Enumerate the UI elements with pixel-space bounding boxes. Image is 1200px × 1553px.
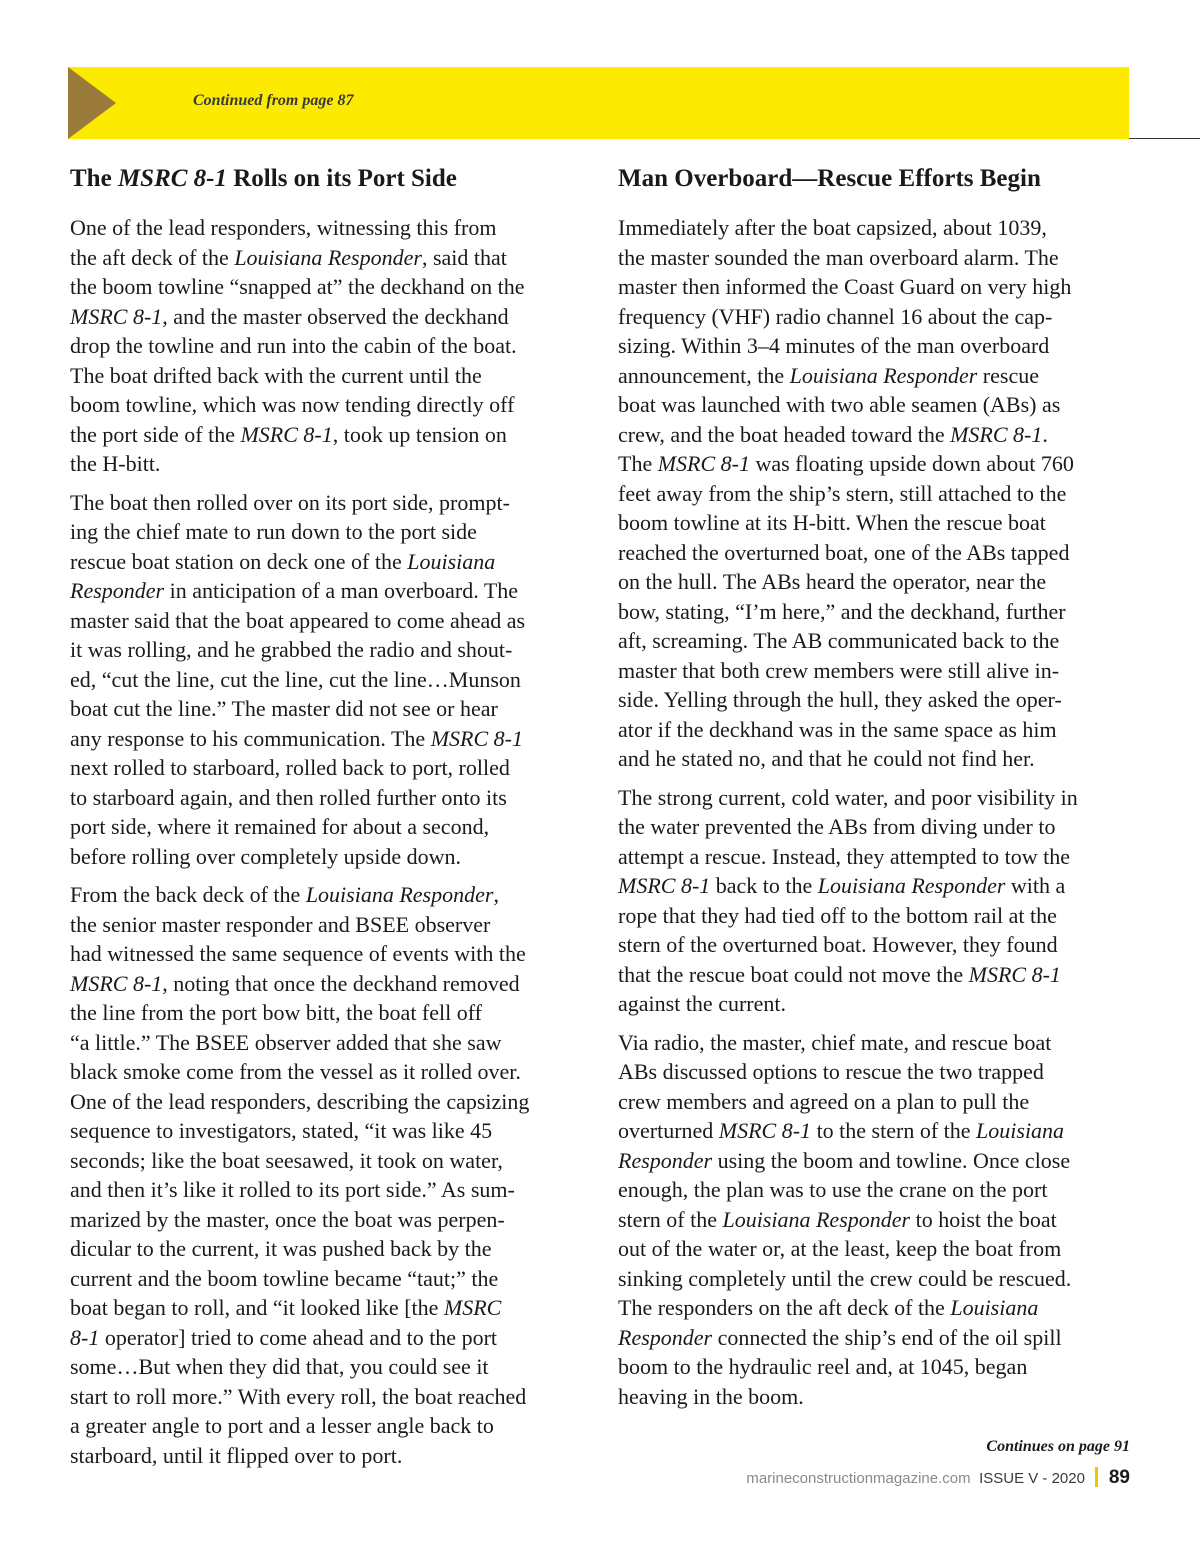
left-column [70,162,590,1479]
text-line: sequence to investigators, stated, “it was like 45 [70,1118,493,1143]
left-column-heading: The MSRC 8-1 Rolls on its Port Side [70,165,457,192]
text-line: the aft deck of the Louisiana Responder, said that [70,244,507,270]
text-line: sizing. Within 3–4 minutes of the man overboard [618,333,1050,358]
text-line: ator if the deckhand was in the same space as him [618,716,1057,742]
text-line: it was rolling, and he grabbed the radio and shout- [70,637,513,662]
text-line: boom towline at its H-bitt. When the rescue boat [618,510,1046,535]
footer-issue: ISSUE V - 2020 [979,1470,1085,1487]
text-line: starboard, until it flipped over to port. [70,1442,403,1468]
text-line: next rolled to starboard, rolled back to port, rolled [70,755,510,780]
text-line: rope that they had tied off to the bottom rail at the [618,902,1057,928]
text-line: black smoke come from the vessel as it rolled over. [70,1059,521,1084]
text-line: announcement, the Louisiana Responder rescue [618,362,1039,388]
banner-divider [1129,138,1200,139]
continued-from-label: Continued from page 87 [193,92,354,109]
text-line: drop the towline and run into the cabin of the boat. [70,333,517,358]
text-line: The boat then rolled over on its port side, prompt- [70,489,510,515]
text-line: seconds; like the boat seesawed, it took on water, [70,1147,503,1173]
paragraph [70,488,590,872]
text-line: attempt a rescue. Instead, they attempted to tow the [618,843,1071,869]
text-line: Responder in anticipation of a man overboard. The [70,578,519,603]
text-line: a greater angle to port and a lesser angle back to [70,1413,494,1438]
paragraph [618,783,1138,1019]
right-column-body [618,213,1138,1411]
text-line: before rolling over completely upside down. [70,843,462,869]
text-line: against the current. [618,991,786,1016]
text-line: stern of the Louisiana Responder to hoist the boat [618,1206,1057,1232]
paragraph [618,213,1138,774]
text-line: The responders on the aft deck of the Louisiana [618,1295,1039,1320]
banner-arrow-icon [68,67,116,139]
text-line: One of the lead responders, witnessing this from [70,215,497,240]
text-line: port side, where it remained for about a second, [70,814,490,839]
text-line: some…But when they did that, you could see it [70,1354,489,1379]
text-line: and then it’s like it rolled to its port side.” As sum- [70,1177,515,1202]
text-line: Responder connected the ship’s end of the oil spill [618,1324,1062,1350]
footer-separator [1095,1467,1098,1487]
text-line: boat cut the line.” The master did not see or hear [70,696,498,721]
text-line: that the rescue boat could not move the MSRC 8-1 [618,961,1061,987]
text-line: 8-1 operator] tried to come ahead and to the port [70,1324,498,1350]
continues-label: Continues on page 91 [986,1438,1130,1455]
text-line: start to roll more.” With every roll, the boat reached [70,1383,527,1409]
text-line: sinking completely until the crew could be rescued. [618,1265,1072,1291]
page-footer [746,1467,1130,1489]
text-line: boat began to roll, and “it looked like [the MSRC [70,1295,502,1320]
text-line: the senior master responder and BSEE observer [70,911,491,937]
paragraph [618,1028,1138,1412]
text-line: ABs discussed options to rescue the two trapped [618,1059,1044,1084]
text-line: the port side of the MSRC 8-1, took up tension on [70,421,507,447]
text-line: Immediately after the boat capsized, about 1039, [618,215,1047,240]
text-line: to starboard again, and then rolled further onto its [70,784,507,810]
text-line: overturned MSRC 8-1 to the stern of the Louisiana [618,1118,1065,1143]
text-line: boat was launched with two able seamen (ABs) as [618,392,1061,417]
text-line: Responder using the boom and towline. Once close [618,1147,1071,1173]
text-line: enough, the plan was to use the crane on the port [618,1177,1048,1202]
text-line: the H-bitt. [70,451,161,476]
text-line: master said that the boat appeared to come ahead as [70,607,526,633]
text-line: master then informed the Coast Guard on very high [618,274,1072,299]
text-line: side. Yelling through the hull, they asked the oper- [618,687,1062,712]
text-line: From the back deck of the Louisiana Responder, [70,882,499,907]
right-column [618,162,1138,1420]
text-line: ed, “cut the line, cut the line, cut the line…Munson [70,666,521,692]
paragraph [70,213,590,479]
text-line: and he stated no, and that he could not find her. [618,746,1035,771]
text-line: frequency (VHF) radio channel 16 about the cap- [618,303,1053,329]
text-line: had witnessed the same sequence of events with the [70,941,526,966]
text-line: any response to his communication. The MSRC 8-1 [70,725,523,751]
text-line: on the hull. The ABs heard the operator, near the [618,569,1047,594]
paragraph [70,880,590,1470]
text-line: out of the water or, at the least, keep the boat from [618,1236,1062,1261]
text-line: heaving in the boom. [618,1383,804,1409]
text-line: The MSRC 8-1 was floating upside down about 760 [618,451,1074,476]
text-line: the line from the port bow bitt, the boat fell off [70,1000,482,1025]
text-line: feet away from the ship’s stern, still attached to the [618,480,1067,506]
text-line: The boat drifted back with the current until the [70,362,482,388]
text-line: the master sounded the man overboard alarm. The [618,244,1059,270]
left-column-body [70,213,590,1470]
text-line: current and the boom towline became “taut;” the [70,1265,499,1291]
page-number: 89 [1108,1467,1130,1488]
text-line: boom to the hydraulic reel and, at 1045, began [618,1354,1028,1379]
text-line: aft, screaming. The AB communicated back to the [618,628,1060,653]
text-line: rescue boat station on deck one of the Louisiana [70,548,496,574]
text-line: crew members and agreed on a plan to pull the [618,1088,1030,1114]
text-line: the water prevented the ABs from diving under to [618,814,1056,839]
text-line: marized by the master, once the boat was perpen- [70,1206,505,1232]
text-line: MSRC 8-1 back to the Louisiana Responder with a [618,873,1066,898]
text-line: bow, stating, “I’m here,” and the deckhand, further [618,598,1066,624]
text-line: boom towline, which was now tending directly off [70,392,515,417]
text-line: stern of the overturned boat. However, they found [618,932,1058,957]
text-line: MSRC 8-1, noting that once the deckhand removed [70,970,520,996]
text-line: The strong current, cold water, and poor visibility in [618,784,1078,810]
text-line: reached the overturned boat, one of the ABs tapped [618,539,1070,565]
text-line: One of the lead responders, describing the capsizing [70,1088,530,1114]
text-line: dicular to the current, it was pushed back by the [70,1236,492,1261]
text-line: ing the chief mate to run down to the port side [70,519,477,544]
text-line: Via radio, the master, chief mate, and rescue boat [618,1029,1052,1055]
text-line: crew, and the boat headed toward the MSRC 8-1. [618,421,1048,447]
text-line: the boom towline “snapped at” the deckhand on the [70,274,525,299]
text-line: “a little.” The BSEE observer added that she saw [70,1029,502,1055]
footer-website: marineconstructionmagazine.com [746,1470,971,1487]
right-column-heading: Man Overboard—Rescue Efforts Begin [618,165,1041,192]
text-line: master that both crew members were still alive in- [618,657,1060,683]
text-line: MSRC 8-1, and the master observed the deckhand [70,303,509,329]
